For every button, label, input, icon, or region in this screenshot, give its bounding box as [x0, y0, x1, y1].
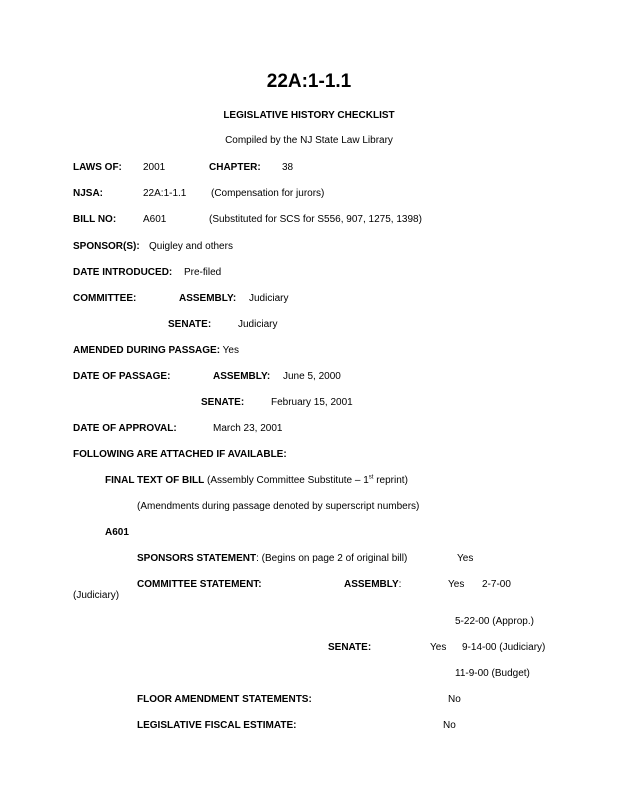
final-text-note-superscript: st [368, 474, 374, 481]
amended-during-passage [73, 346, 239, 356]
committee-assembly-value: Judiciary [249, 293, 289, 304]
date-introduced-value: Pre-filed [184, 267, 222, 278]
cs-assembly [344, 580, 401, 590]
sponsors-statement [137, 554, 407, 564]
amended-label: AMENDED DURING PASSAGE: [73, 345, 221, 356]
cs-senate-date-1: 9-14-00 (Judiciary) [462, 642, 546, 653]
date-of-approval-value: March 23, 2001 [213, 423, 283, 434]
amendments-note: (Amendments during passage denoted by superscript numbers) [137, 501, 420, 512]
floor-amendment-value: No [448, 694, 461, 705]
chapter-value: 38 [282, 162, 294, 173]
fiscal-estimate-value: No [443, 720, 456, 731]
laws-of-value: 2001 [143, 162, 166, 173]
date-of-approval-label: DATE OF APPROVAL: [73, 423, 177, 434]
cs-assembly-date-2: 5-22-00 (Approp.) [455, 616, 534, 627]
final-text-of-bill [105, 476, 408, 486]
passage-assembly-label: ASSEMBLY: [213, 371, 271, 382]
committee-statement-label: COMMITTEE STATEMENT: [137, 579, 262, 590]
cs-senate-date-2: 11-9-00 (Budget) [455, 668, 530, 679]
njsa-label: NJSA: [73, 188, 104, 199]
sponsors-statement-value: Yes [457, 553, 474, 564]
cs-senate-label: SENATE: [328, 642, 372, 653]
bill-no-value: A601 [143, 214, 167, 225]
date-introduced-label: DATE INTRODUCED: [73, 267, 173, 278]
sponsors-statement-note: : (Begins on page 2 of original bill) [256, 553, 408, 564]
cs-assembly-committee-wrap: (Judiciary) [73, 590, 120, 601]
chapter-label: CHAPTER: [209, 162, 261, 173]
bill-section-heading: A601 [105, 527, 129, 538]
attachments-heading: FOLLOWING ARE ATTACHED IF AVAILABLE: [73, 449, 287, 460]
cs-assembly-colon: : [398, 579, 402, 590]
committee-label: COMMITTEE: [73, 293, 137, 304]
laws-of-label: LAWS OF: [73, 162, 122, 173]
cs-assembly-label: ASSEMBLY [344, 579, 399, 590]
final-text-note: (Assembly Committee Substitute – 1 [207, 475, 369, 486]
committee-assembly-label: ASSEMBLY: [179, 293, 237, 304]
cs-assembly-date-1: 2-7-00 [482, 579, 511, 590]
floor-amendment-label: FLOOR AMENDMENT STATEMENTS: [137, 694, 312, 705]
bill-no-label: BILL NO: [73, 214, 117, 225]
checklist-heading: LEGISLATIVE HISTORY CHECKLIST [223, 110, 395, 121]
date-of-passage-label: DATE OF PASSAGE: [73, 371, 171, 382]
amended-value: Yes [222, 345, 239, 356]
passage-senate-value: February 15, 2001 [271, 397, 353, 408]
njsa-value: 22A:1-1.1 [143, 188, 187, 199]
final-text-label: FINAL TEXT OF BILL [105, 475, 205, 486]
passage-assembly-value: June 5, 2000 [283, 371, 341, 382]
fiscal-estimate-label: LEGISLATIVE FISCAL ESTIMATE: [137, 720, 297, 731]
bill-no-note: (Substituted for SCS for S556, 907, 1275, 1398) [209, 214, 422, 225]
final-text-note-end: reprint) [373, 475, 408, 486]
committee-senate-value: Judiciary [238, 319, 278, 330]
sponsors-value: Quigley and others [149, 241, 233, 252]
page-title: 22A:1-1.1 [266, 71, 352, 92]
njsa-description: (Compensation for jurors) [211, 188, 325, 199]
cs-assembly-yes: Yes [448, 579, 465, 590]
cs-senate-yes: Yes [430, 642, 447, 653]
committee-senate-label: SENATE: [168, 319, 212, 330]
compiled-by: Compiled by the NJ State Law Library [225, 135, 393, 146]
passage-senate-label: SENATE: [201, 397, 245, 408]
sponsors-label: SPONSOR(S): [73, 241, 140, 252]
sponsors-statement-label: SPONSORS STATEMENT [137, 553, 257, 564]
